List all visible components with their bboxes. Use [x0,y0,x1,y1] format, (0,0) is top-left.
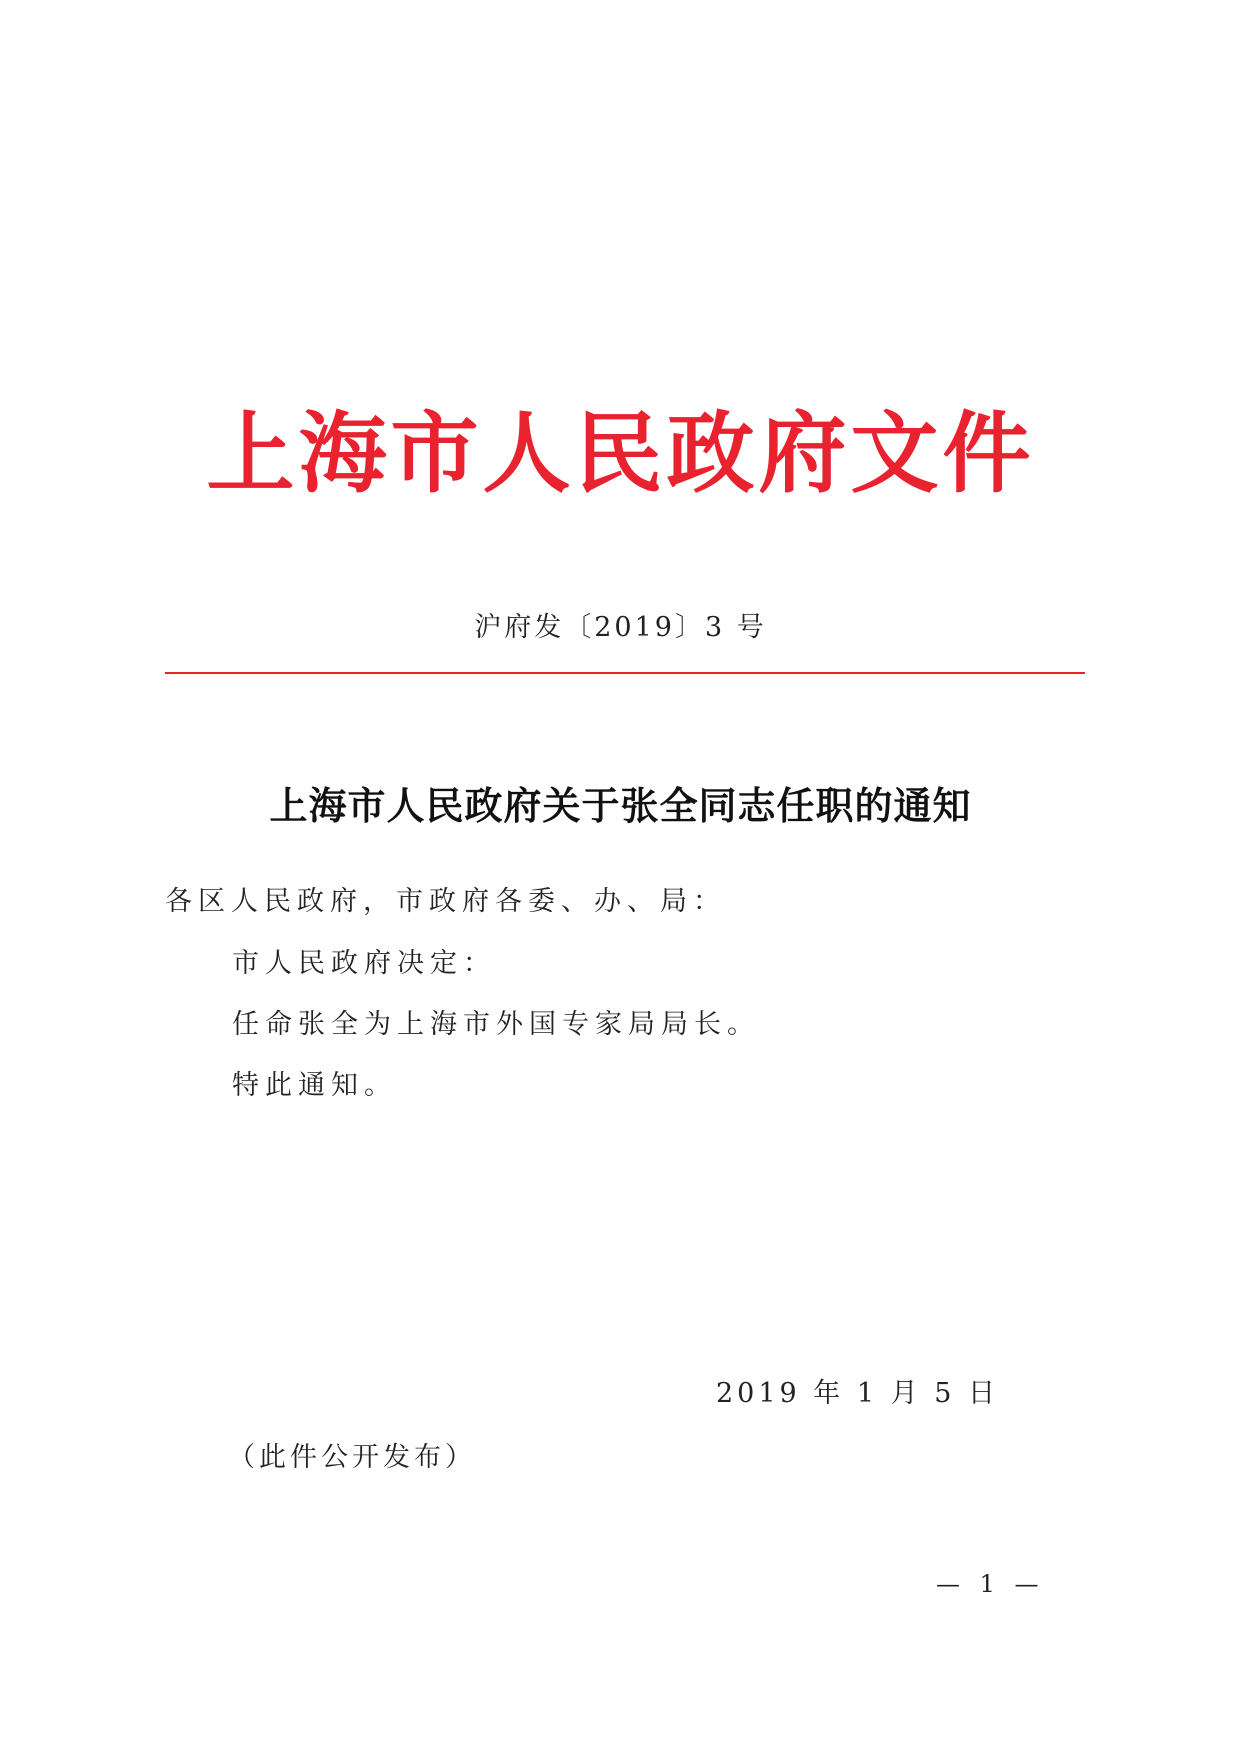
publication-note: （此件公开发布） [228,1442,476,1473]
addressee-line: 各区人民政府，市政府各委、办、局： [165,886,726,917]
page-number: — 1 — [936,1570,1045,1598]
issue-date: 2019 年 1 月 5 日 [716,1378,999,1409]
document-number: 沪府发〔2019〕3 号 [474,612,767,643]
document-header-title: 上海市人民政府文件 [206,402,1035,505]
body-paragraph-decision: 市人民政府决定： [232,948,496,979]
red-divider-line [165,672,1085,674]
body-paragraph-closing: 特此通知。 [232,1070,397,1101]
notice-title: 上海市人民政府关于张全同志任职的通知 [269,783,972,828]
body-paragraph-appointment: 任命张全为上海市外国专家局局长。 [232,1009,760,1040]
